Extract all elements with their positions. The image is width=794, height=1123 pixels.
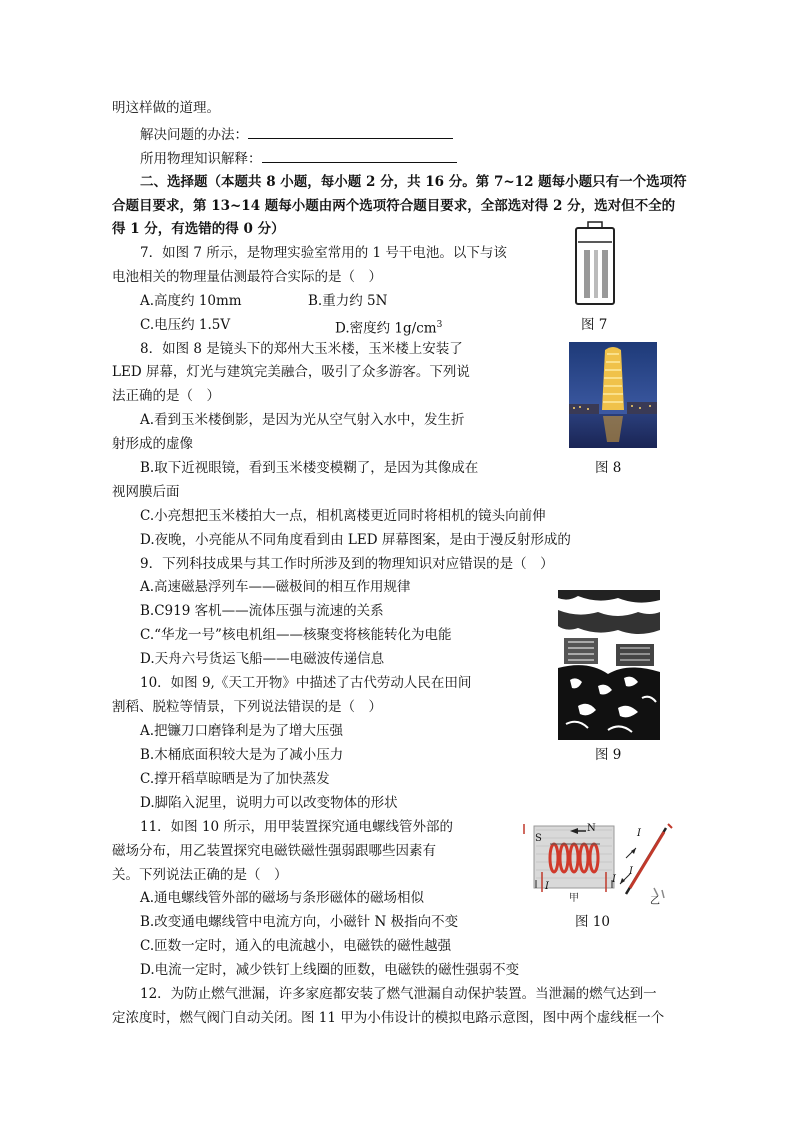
option-7d-text: D.密度约 1g/cm [335, 320, 437, 337]
option-9a: A.高速磁悬浮列车——磁极间的相互作用规律 [140, 579, 411, 595]
option-10a: A.把镰刀口磨锋利是为了增大压强 [140, 723, 344, 739]
text-line: 明这样做的道理。 [112, 100, 220, 116]
option-11d: D.电流一定时，减少铁钉上线圈的匝数，电磁铁的磁性强弱不变 [140, 962, 520, 978]
option-7b: B.重力约 5N [308, 293, 388, 309]
section-heading-cont: 得 1 分，有选错的得 0 分） [112, 221, 285, 237]
question-8-stem-cont: 法正确的是（ ） [112, 388, 220, 404]
option-8d: D.夜晚，小亮能从不同角度看到由 LED 屏幕图案，是由于漫反射形成的 [140, 532, 571, 548]
question-11-stem: 11．如图 10 所示，用甲装置探究通电螺线管外部的 [140, 819, 453, 835]
woodcut-illustration [558, 590, 660, 740]
option-8b-cont: 视网膜后面 [112, 484, 180, 500]
question-7-stem-cont: 电池相关的物理量估测最符合实际的是（ ） [112, 269, 382, 285]
question-11-stem-cont: 磁场分布，用乙装置探究电磁铁磁性强弱跟哪些因素有 [112, 843, 436, 859]
battery-figure [572, 220, 618, 306]
question-8-stem: 8．如图 8 是镜头下的郑州大玉米楼，玉米楼上安装了 [140, 341, 463, 357]
answer-prompt-method [140, 124, 453, 145]
question-10-stem-cont: 割稻、脱粒等情景，下列说法错误的是（ ） [112, 699, 382, 715]
question-9-stem: 9．下列科技成果与其工作时所涉及到的物理知识对应错误的是（ ） [140, 556, 554, 572]
option-10b: B.木桶底面积较大是为了减小压力 [140, 747, 344, 763]
current-label: I [629, 866, 633, 877]
figure-7-caption: 图 7 [581, 317, 608, 333]
question-10-stem: 10．如图 9,《天工开物》中描述了古代劳动人民在田间 [140, 675, 472, 691]
option-9d: D.天舟六号货运飞船——电磁波传递信息 [140, 651, 385, 667]
option-7a: A.高度约 10mm [140, 293, 242, 309]
label-s: S [535, 833, 542, 844]
figure-10-caption: 图 10 [575, 914, 610, 930]
current-label: I [545, 881, 549, 892]
option-8a: A.看到玉米楼倒影，是因为光从空气射入水中，发生折 [140, 412, 465, 428]
question-8-stem-cont: LED 屏幕，灯光与建筑完美融合，吸引了众多游客。下列说 [112, 364, 470, 380]
tower-photo [569, 342, 657, 448]
prompt-label: 解决问题的办法： [140, 127, 248, 143]
answer-blank[interactable] [248, 124, 453, 139]
option-7c: C.电压约 1.5V [140, 317, 231, 333]
figure-9-caption: 图 9 [595, 747, 622, 763]
question-11-stem-cont: 关。下列说法正确的是（ ） [112, 867, 288, 883]
question-12-stem-cont: 定浓度时，燃气阀门自动关闭。图 11 甲为小伟设计的模拟电路示意图，图中两个虚线框一个 [112, 1010, 665, 1026]
label-n: N [587, 823, 596, 834]
option-8a-cont: 射形成的虚像 [112, 436, 193, 452]
section-heading-cont: 合题目要求，第 13~14 题每小题由两个选项符合题目要求，全部选对得 2 分，选对但不全的 [112, 198, 676, 214]
option-10c: C.撑开稻草晾晒是为了加快蒸发 [140, 771, 330, 787]
prompt-label: 所用物理知识解释： [140, 151, 262, 167]
answer-prompt-explain [140, 148, 457, 169]
label-yi: 乙 [650, 896, 660, 907]
current-label: I [612, 874, 616, 885]
label-jia: 甲 [569, 893, 579, 904]
figure-8-caption: 图 8 [595, 460, 622, 476]
option-11a: A.通电螺线管外部的磁场与条形磁体的磁场相似 [140, 890, 425, 906]
current-label: I [637, 828, 641, 839]
option-8b: B.取下近视眼镜，看到玉米楼变模糊了，是因为其像成在 [140, 460, 479, 476]
option-9c: C.“华龙一号”核电机组——核聚变将核能转化为电能 [140, 627, 452, 643]
answer-blank[interactable] [262, 148, 457, 163]
option-11b: B.改变通电螺线管中电流方向，小磁针 N 极指向不变 [140, 914, 459, 930]
option-8c: C.小亮想把玉米楼拍大一点，相机离楼更近同时将相机的镜头向前伸 [140, 508, 546, 524]
option-11c: C.匝数一定时，通入的电流越小，电磁铁的磁性越强 [140, 938, 452, 954]
question-7-stem: 7．如图 7 所示，是物理实验室常用的 1 号干电池。以下与该 [140, 245, 507, 261]
electromagnet-figure [520, 818, 690, 908]
option-10d: D.脚陷入泥里，说明力可以改变物体的形状 [140, 795, 398, 811]
option-9b: B.C919 客机——流体压强与流速的关系 [140, 603, 384, 619]
option-7d [335, 315, 442, 339]
section-heading: 二、选择题（本题共 8 小题，每小题 2 分，共 16 分。第 7~12 题每小题只有一个选项符 [140, 174, 687, 190]
superscript-3: 3 [436, 320, 443, 330]
question-12-stem: 12．为防止燃气泄漏，许多家庭都安装了燃气泄漏自动保护装置。当泄漏的燃气达到一 [140, 986, 657, 1002]
